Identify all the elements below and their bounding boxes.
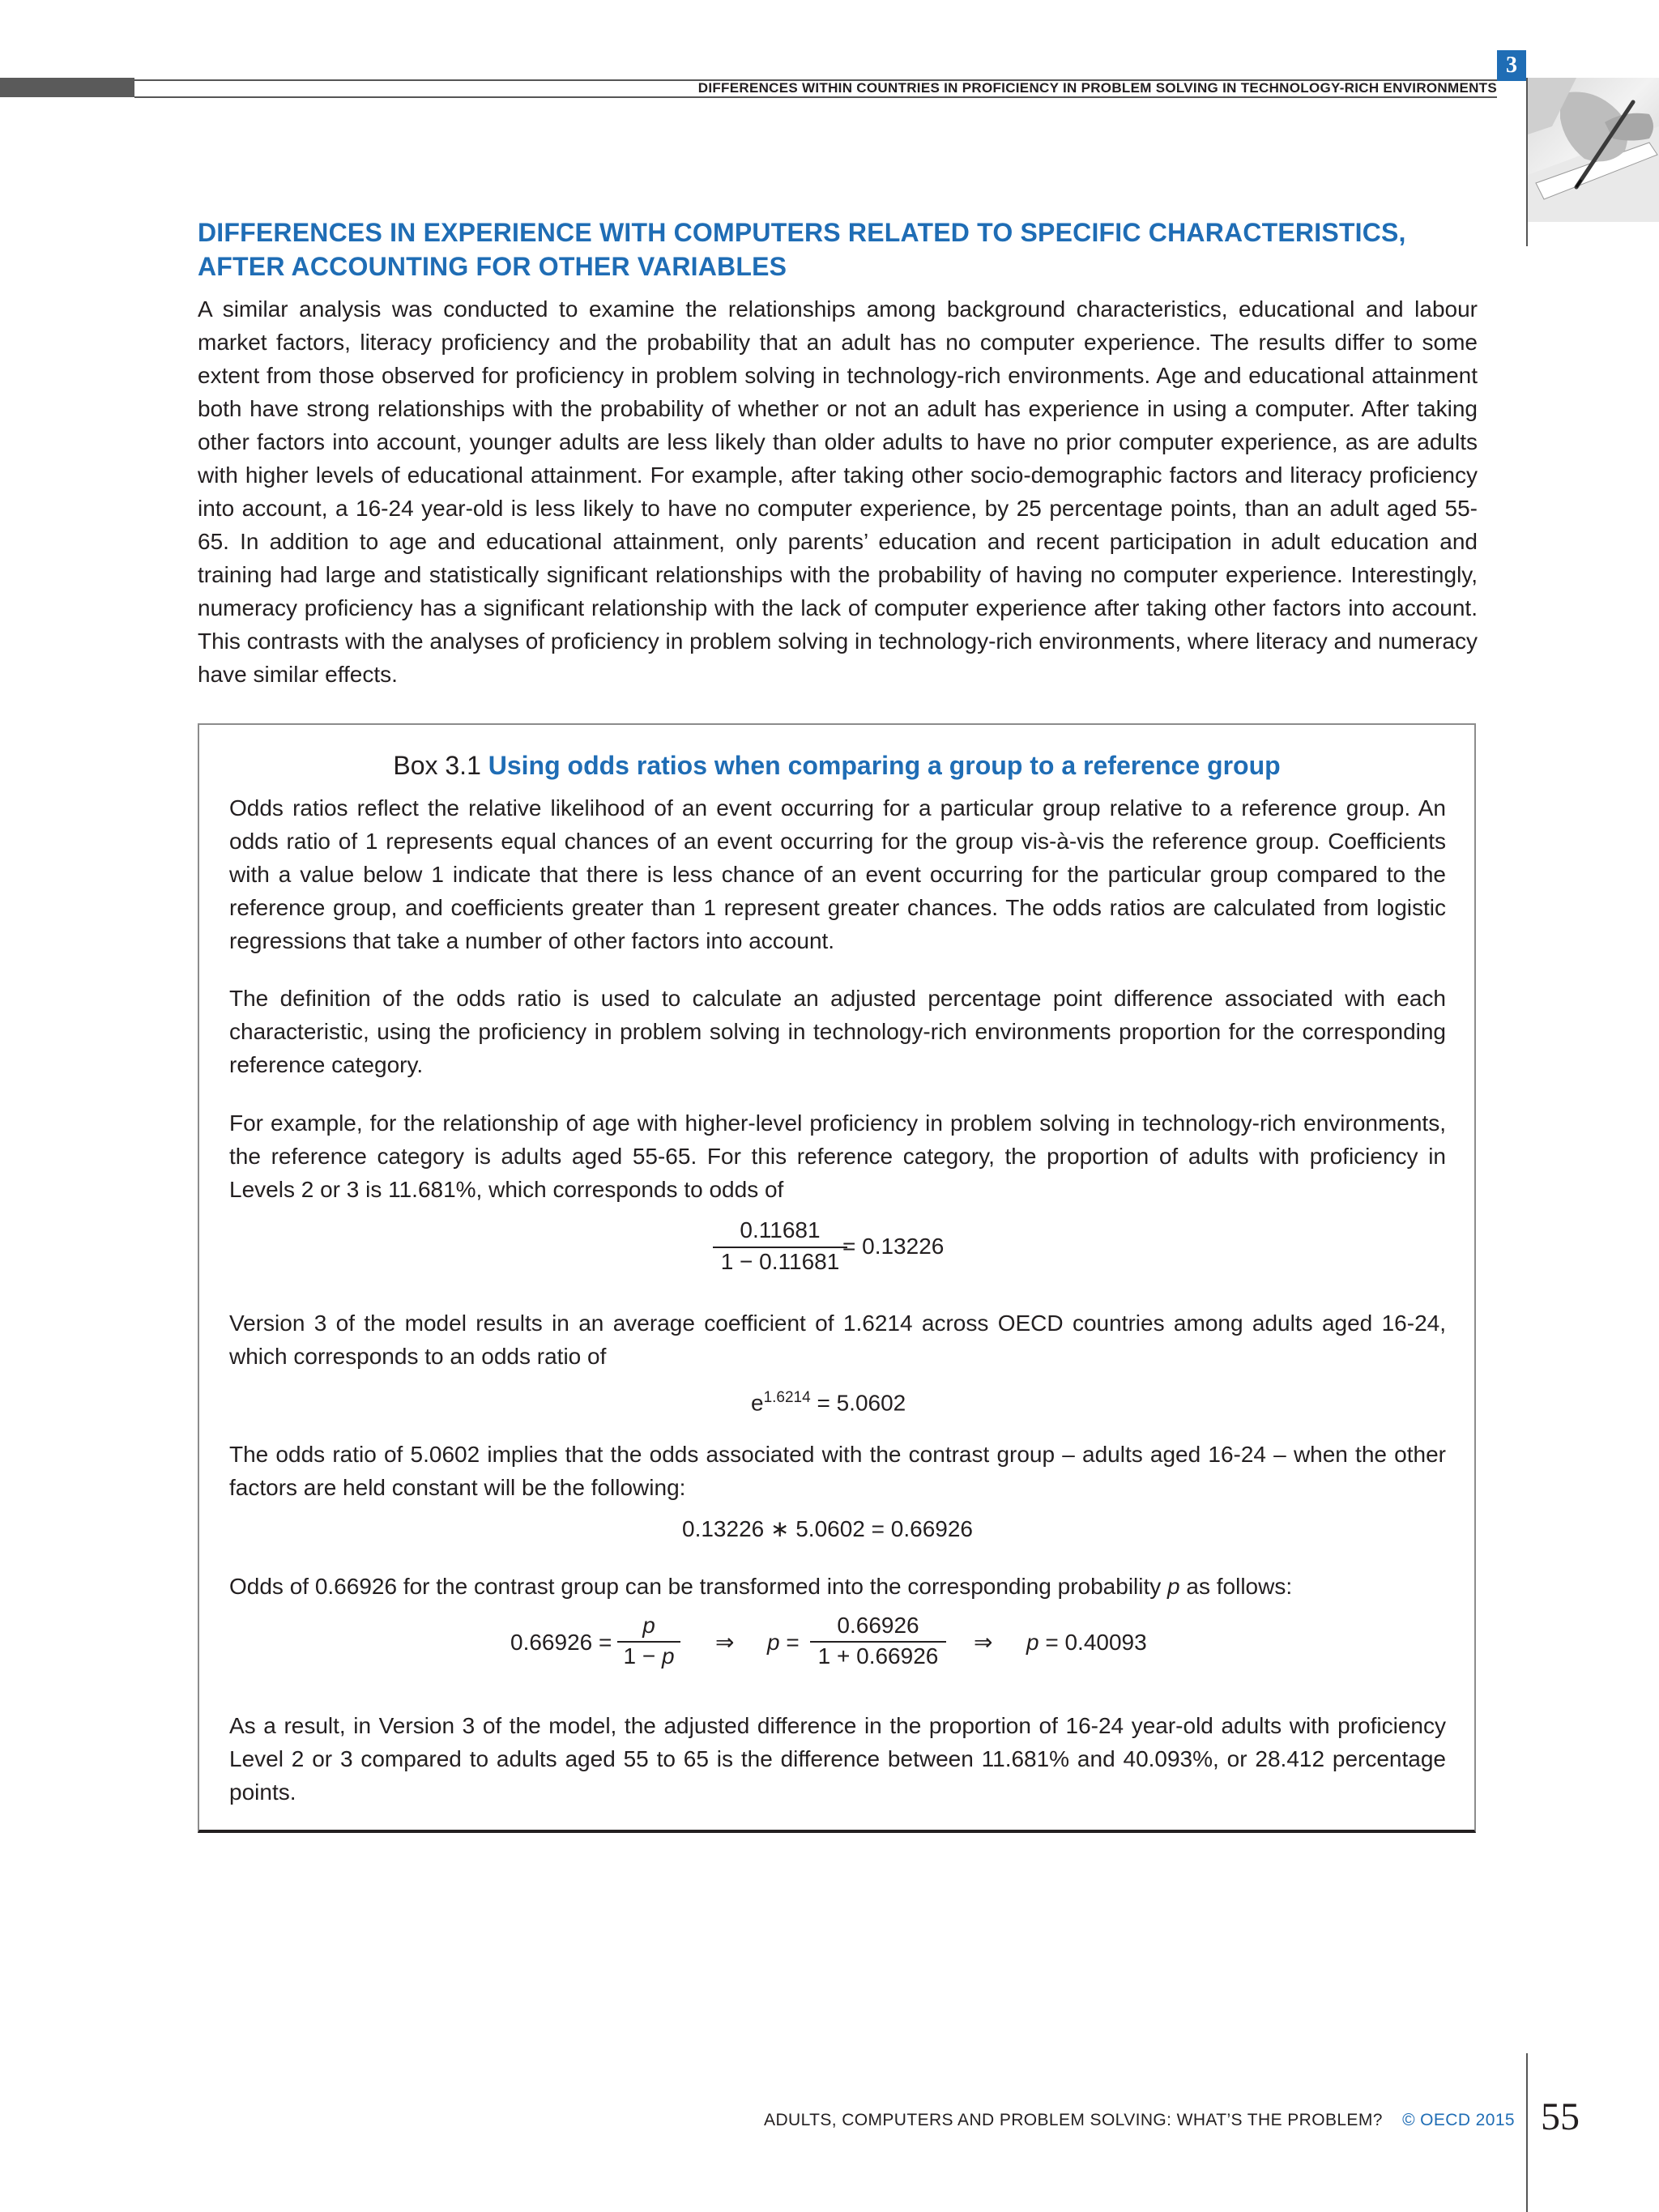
footer-book-title: ADULTS, COMPUTERS AND PROBLEM SOLVING: WHAT’S THE PROBLEM? <box>764 2111 1383 2129</box>
box-title <box>198 748 1476 782</box>
box-paragraph-6-var: p <box>1167 1574 1180 1599</box>
eq4-frac1-numerator: p <box>642 1613 655 1638</box>
eq1-result: = 0.13226 <box>842 1234 945 1259</box>
eq4-result-value: = 0.40093 <box>1038 1630 1147 1655</box>
page-number: 55 <box>1541 2095 1580 2138</box>
eq4-frac1-denominator <box>617 1643 680 1670</box>
box-heading: Using odds ratios when comparing a group to a reference group <box>488 751 1281 780</box>
equation-contrast-odds: 0.13226 ∗ 5.0602 = 0.66926 <box>682 1516 973 1541</box>
chapter-number-badge: 3 <box>1497 50 1526 81</box>
body-paragraph: A similar analysis was conducted to examine the relationships among background characteristics, educational and labour market factors, literacy proficiency and the probability that an adult has no computer experience. The results differ to some extent from those observed for proficiency in problem solving in technology-rich environments. Age and educational attainment both have strong relationships with the probability of whether or not an adult has experience in using a computer. After taking other factors into account, younger adults are less likely than older adults to have no prior computer experience, as are adults with higher levels of educational attainment. For example, after taking other socio-demographic factors and literacy proficiency into account, a 16-24 year-old is less likely to have no computer experience, by 25 percentage points, than an adult aged 55-65. In addition to age and educational attainment, only parents’ education and recent participation in adult education and training had large and statistically significant relationships with the probability of having no computer experience. Interestingly, numeracy proficiency has a significant relationship with the lack of computer experience after taking other factors into account. This contrasts with the analyses of proficiency in problem solving in technology-rich environments, where literacy and numeracy have similar effects. <box>198 296 1478 687</box>
box-paragraph-6-post: as follows: <box>1179 1574 1293 1599</box>
eq1-denominator: 1 − 0.11681 <box>720 1249 840 1274</box>
box-paragraph-5: The odds ratio of 5.0602 implies that the odds associated with the contrast group – adults aged 16-24 – when the other factors are held constant will be the following: <box>229 1442 1446 1500</box>
box-paragraph-3: For example, for the relationship of age with higher-level proficiency in problem solving in technology-rich environments, the reference category is adults aged 55-65. For this reference category, the proportion of adults with proficiency in Levels 2 or 3 is 11.681%, which corresponds to odds of <box>229 1110 1446 1202</box>
footer-vertical-rule <box>1526 2053 1528 2212</box>
hand-writing-illustration <box>1528 78 1659 222</box>
eq4-equals: = <box>779 1630 800 1655</box>
eq4-implies-2: ⇒ <box>974 1630 993 1655</box>
footer-copyright: © OECD 2015 <box>1402 2111 1515 2129</box>
box-label: Box 3.1 <box>393 751 481 780</box>
section-title <box>198 215 1494 283</box>
box-paragraph-6-pre: Odds of 0.66926 for the contrast group can be transformed into the corresponding probability <box>229 1574 1168 1599</box>
running-head: DIFFERENCES WITHIN COUNTRIES IN PROFICIENCY IN PROBLEM SOLVING IN TECHNOLOGY-RICH ENVIRONMENTS <box>697 80 1497 96</box>
eq4-frac1-den-b: p <box>661 1643 675 1669</box>
eq4-frac2-denominator: 1 + 0.66926 <box>817 1643 939 1669</box>
eq2-exponent: 1.6214 <box>763 1389 811 1406</box>
eq4-lhs: 0.66926 = <box>510 1630 612 1655</box>
eq1-numerator: 0.11681 <box>740 1217 821 1242</box>
box-paragraph-4: Version 3 of the model results in an average coefficient of 1.6214 across OECD countries among adults aged 16-24, which corresponds to an odds ratio of <box>229 1311 1446 1369</box>
header-dark-bar <box>0 78 134 97</box>
eq4-implies-1: ⇒ <box>715 1630 735 1655</box>
equation-exponent <box>751 1384 906 1417</box>
section-title-line-1: DIFFERENCES IN EXPERIENCE WITH COMPUTERS RELATED TO SPECIFIC CHARACTERISTICS, <box>198 218 1406 247</box>
box-paragraph-6 <box>229 1570 1446 1603</box>
header-bottom-rule <box>134 96 1497 98</box>
eq4-p-equals <box>767 1629 800 1656</box>
eq4-frac2-numerator: 0.66926 <box>837 1613 919 1638</box>
footer-title <box>764 2111 1515 2130</box>
eq4-p-var: p <box>767 1630 780 1655</box>
eq4-result <box>1026 1629 1147 1656</box>
eq2-base: e <box>751 1390 764 1416</box>
equation-odds <box>713 1217 956 1281</box>
eq4-frac1-den-a: 1 − <box>623 1643 662 1669</box>
box-paragraph-2: The definition of the odds ratio is used to calculate an adjusted percentage point difference associated with each characteristic, using the proficiency in problem solving in technology-rich environments proportion for the corresponding reference category. <box>229 986 1446 1077</box>
eq4-result-var: p <box>1026 1630 1039 1655</box>
section-title-line-2: AFTER ACCOUNTING FOR OTHER VARIABLES <box>198 252 787 281</box>
box-paragraph-1: Odds ratios reflect the relative likelihood of an event occurring for a particular group relative to a reference group. An odds ratio of 1 represents equal chances of an event occurring for the group vis-à-vis the reference group. Coefficients with a value below 1 indicate that there is less chance of an event occurring for the particular group compared to the reference group, and coefficients greater than 1 represent greater chances. The odds ratios are calculated from logistic regressions that take a number of other factors into account. <box>229 795 1446 953</box>
equation-probability <box>510 1612 1183 1677</box>
chapter-thumbnail-image <box>1528 78 1659 222</box>
box-paragraph-7: As a result, in Version 3 of the model, the adjusted difference in the proportion of 16-24 year-old adults with proficiency Level 2 or 3 compared to adults aged 55 to 65 is the difference between 11.681% and 40.093%, or 28.412 percentage points. <box>229 1713 1446 1805</box>
eq2-result: = 5.0602 <box>810 1390 906 1416</box>
